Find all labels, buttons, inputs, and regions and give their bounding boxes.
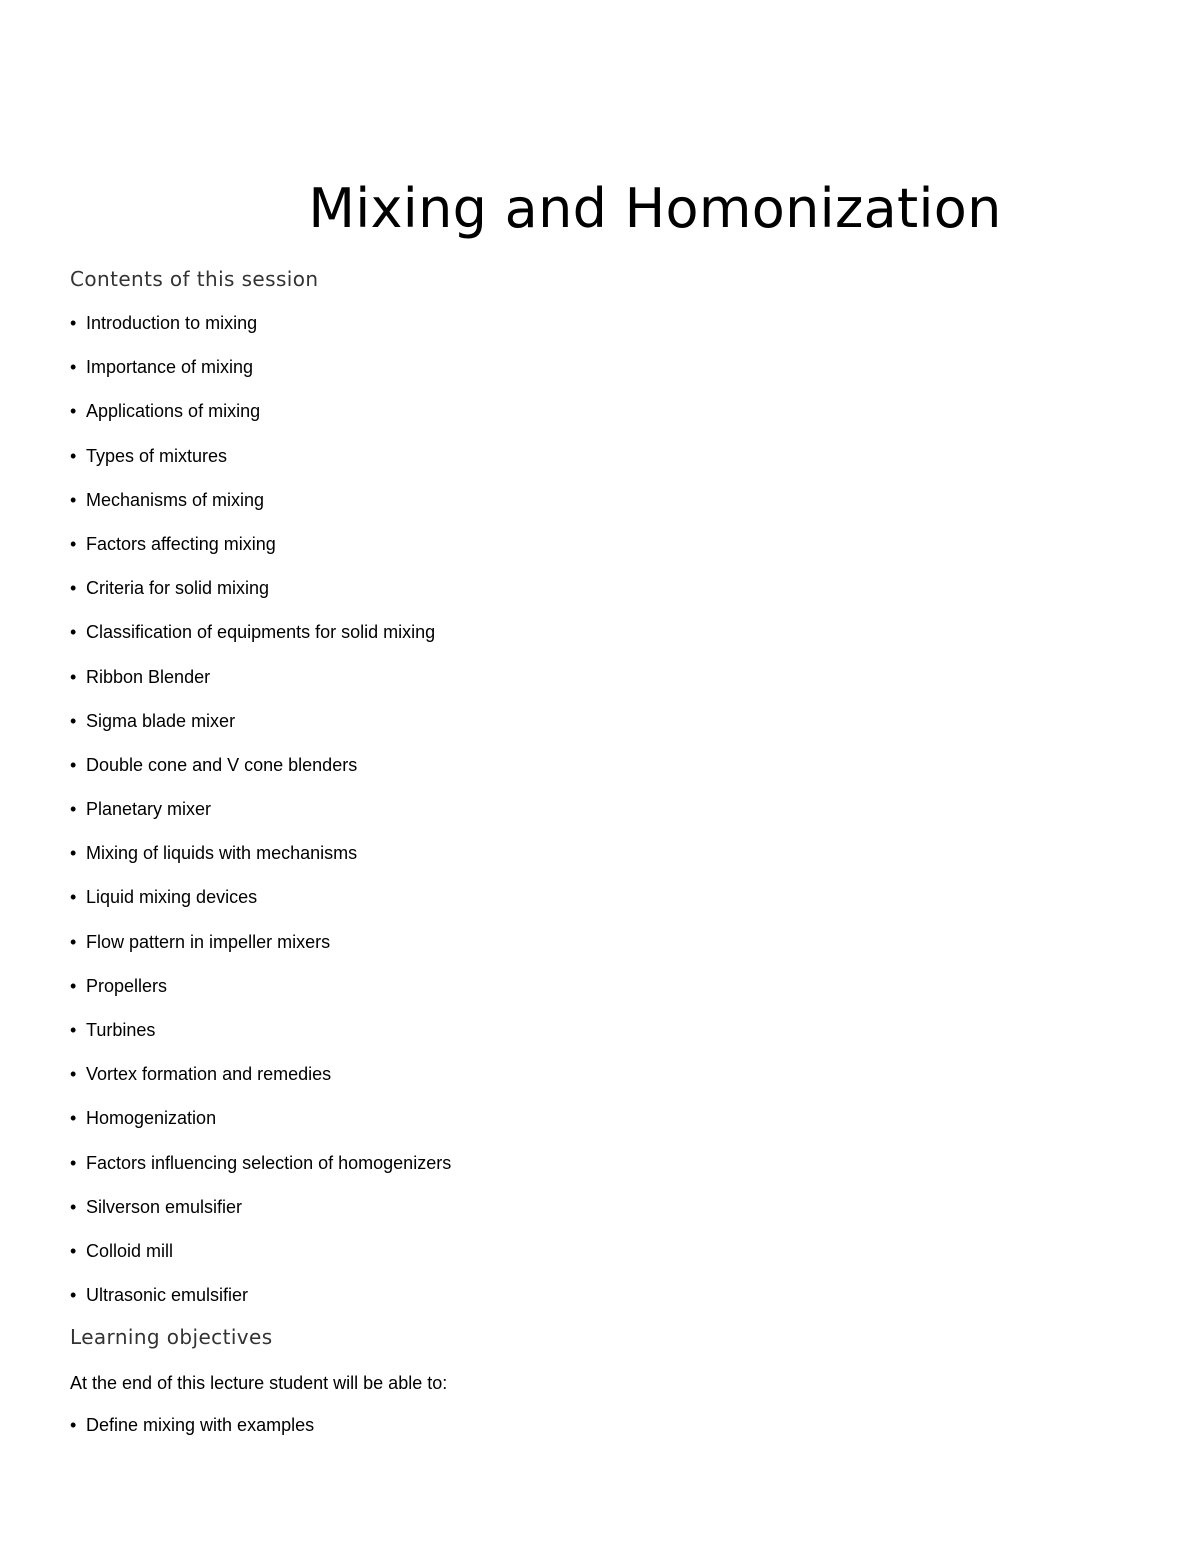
objective-item-text: Define mixing with examples [86, 1415, 315, 1435]
bullet-icon: • [70, 1415, 77, 1435]
bullet-icon: • [70, 401, 77, 422]
bullet-icon: • [70, 1240, 77, 1261]
bullet-icon: • [70, 1196, 77, 1217]
learning-objectives-heading: Learning objectives [70, 1325, 273, 1349]
contents-list [70, 309, 451, 1325]
contents-item-text: Ultrasonic emulsifier [86, 1285, 249, 1306]
bullet-icon: • [70, 931, 77, 952]
contents-item-text: Turbines [86, 1020, 156, 1040]
bullet-icon: • [70, 710, 77, 731]
contents-item-text: Propellers [86, 975, 168, 996]
contents-item [70, 486, 451, 530]
contents-item [70, 574, 451, 618]
contents-item-text: Classification of equipments for solid mixing [86, 622, 436, 643]
contents-item-text: Types of mixtures [86, 445, 228, 466]
bullet-icon: • [70, 1064, 77, 1085]
contents-item-text: Vortex formation and remedies [86, 1064, 332, 1085]
contents-item [70, 883, 451, 927]
contents-item-text: Double cone and V cone blenders [86, 754, 358, 775]
bullet-icon: • [70, 533, 77, 554]
objective-item [70, 1411, 314, 1439]
bullet-icon: • [70, 357, 77, 378]
contents-item-text: Importance of mixing [86, 357, 254, 378]
bullet-icon: • [70, 754, 77, 775]
contents-item-text: Mechanisms of mixing [86, 489, 265, 510]
document-title: Mixing and Homonization [308, 177, 1002, 240]
contents-item [70, 397, 451, 441]
bullet-icon: • [70, 1108, 77, 1129]
contents-item [70, 751, 451, 795]
contents-item [70, 442, 451, 486]
bullet-icon: • [70, 975, 77, 996]
bullet-icon: • [70, 887, 77, 908]
bullet-icon: • [70, 445, 77, 466]
contents-item-text: Flow pattern in impeller mixers [86, 931, 331, 952]
contents-item-text: Factors affecting mixing [86, 533, 276, 554]
contents-item-text: Factors influencing selection of homogenizers [86, 1152, 452, 1173]
bullet-icon: • [70, 799, 77, 820]
objectives-intro: At the end of this lecture student will be able to: [70, 1373, 448, 1393]
objectives-list [70, 1411, 314, 1439]
bullet-icon: • [70, 1285, 77, 1306]
contents-item-text: Criteria for solid mixing [86, 578, 270, 599]
contents-item [70, 1060, 451, 1104]
contents-item [70, 795, 451, 839]
contents-item [70, 972, 451, 1016]
contents-item [70, 530, 451, 574]
bullet-icon: • [70, 843, 77, 864]
contents-item-text: Applications of mixing [86, 401, 261, 422]
contents-item [70, 618, 451, 662]
contents-heading: Contents of this session [70, 267, 319, 291]
contents-item [70, 1149, 451, 1193]
bullet-icon: • [70, 1020, 77, 1040]
contents-item [70, 707, 451, 751]
contents-item-text: Introduction to mixing [86, 313, 258, 333]
bullet-icon: • [70, 313, 77, 333]
contents-item [70, 309, 451, 353]
contents-item-text: Colloid mill [86, 1240, 174, 1261]
contents-item [70, 928, 451, 972]
contents-item-text: Planetary mixer [86, 799, 212, 820]
contents-item-text: Silverson emulsifier [86, 1196, 243, 1217]
contents-item [70, 663, 451, 707]
contents-item [70, 353, 451, 397]
contents-item [70, 1104, 451, 1148]
contents-item [70, 1016, 451, 1060]
contents-item-text: Sigma blade mixer [86, 710, 236, 731]
contents-item [70, 839, 451, 883]
contents-item-text: Mixing of liquids with mechanisms [86, 843, 358, 864]
bullet-icon: • [70, 1152, 77, 1173]
bullet-icon: • [70, 578, 77, 599]
bullet-icon: • [70, 666, 77, 687]
contents-item [70, 1193, 451, 1237]
contents-item [70, 1237, 451, 1281]
contents-item-text: Homogenization [86, 1108, 217, 1129]
bullet-icon: • [70, 489, 77, 510]
contents-item-text: Liquid mixing devices [86, 887, 258, 908]
bullet-icon: • [70, 622, 77, 643]
contents-item [70, 1281, 451, 1325]
contents-item-text: Ribbon Blender [86, 666, 211, 687]
